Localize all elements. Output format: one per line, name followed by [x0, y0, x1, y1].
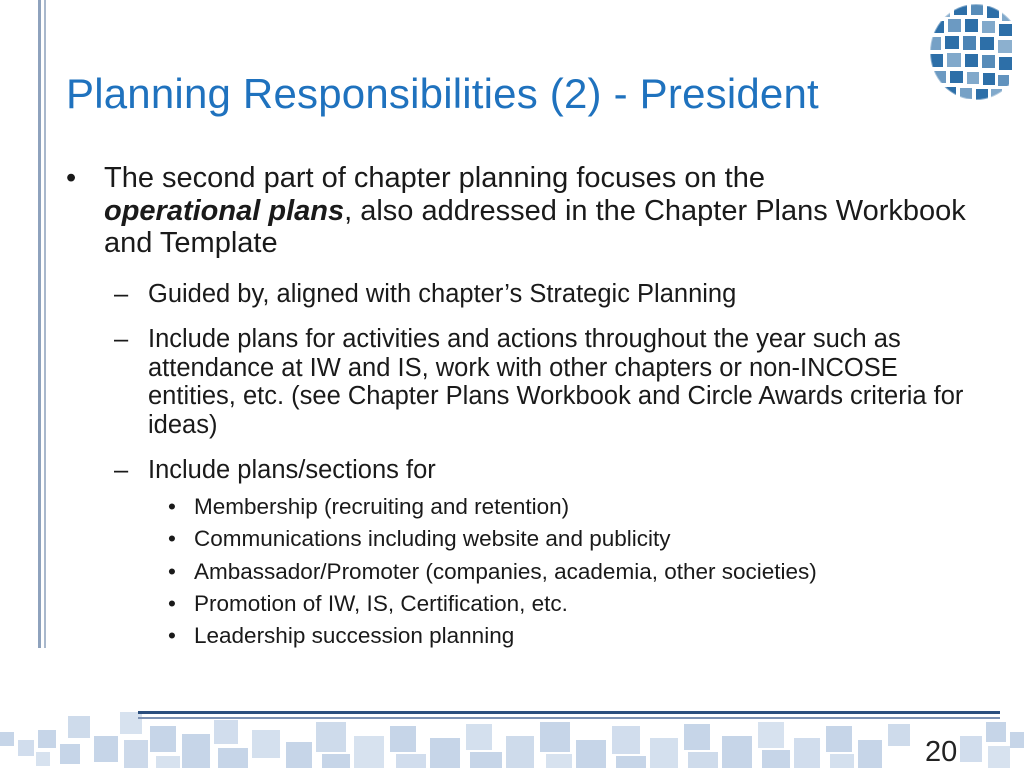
page-number: 20 [925, 736, 958, 768]
section-item [168, 623, 974, 649]
sub-item [114, 280, 968, 309]
dash-marker: – [114, 456, 129, 484]
dot-marker: • [168, 623, 176, 648]
sub-item [114, 325, 968, 439]
section-item [168, 591, 974, 617]
dot-marker: • [168, 559, 176, 584]
sub-item-text: Include plans/sections for [148, 456, 436, 484]
dot-marker: • [168, 526, 176, 551]
section-item [168, 559, 974, 585]
slide-title: Planning Responsibilities (2) - President [66, 70, 819, 117]
main-bullet-emphasis: operational plans [104, 194, 345, 227]
footer-rule-thin [138, 717, 1000, 719]
dot-marker: • [168, 591, 176, 616]
section-item-text: Ambassador/Promoter (companies, academia, other societies) [194, 559, 817, 584]
section-item [168, 494, 974, 520]
section-item-text: Communications including website and publicity [194, 526, 671, 551]
main-bullet-continuation: , also addressed in the Chapter Plans Workbook and Template [104, 194, 966, 259]
section-item-text: Promotion of IW, IS, Certification, etc. [194, 591, 568, 616]
sub-item-text: Include plans for activities and actions throughout the year such as attendance at IW and IS, work with other chapters or non-INCOSE entities, etc. (see Chapter Plans Workbook and Circle Awards criteria for ideas) [148, 325, 964, 439]
dot-marker: • [168, 494, 176, 519]
main-bullet-intro: The second part of chapter planning focuses on the [104, 162, 765, 194]
dash-marker: – [114, 325, 129, 353]
main-bullet [66, 162, 984, 260]
footer-rule [138, 711, 1000, 714]
sub-item [114, 456, 968, 485]
bullet-marker: • [66, 162, 77, 194]
left-accent-rule-inner [44, 0, 46, 648]
incose-globe-logo-icon [924, 0, 1024, 104]
section-item-text: Membership (recruiting and retention) [194, 494, 570, 519]
left-accent-rule [38, 0, 41, 648]
sub-item-text: Guided by, aligned with chapter’s Strategic Planning [148, 280, 737, 308]
section-item-text: Leadership succession planning [194, 623, 515, 648]
section-item [168, 526, 974, 552]
dash-marker: – [114, 280, 129, 308]
